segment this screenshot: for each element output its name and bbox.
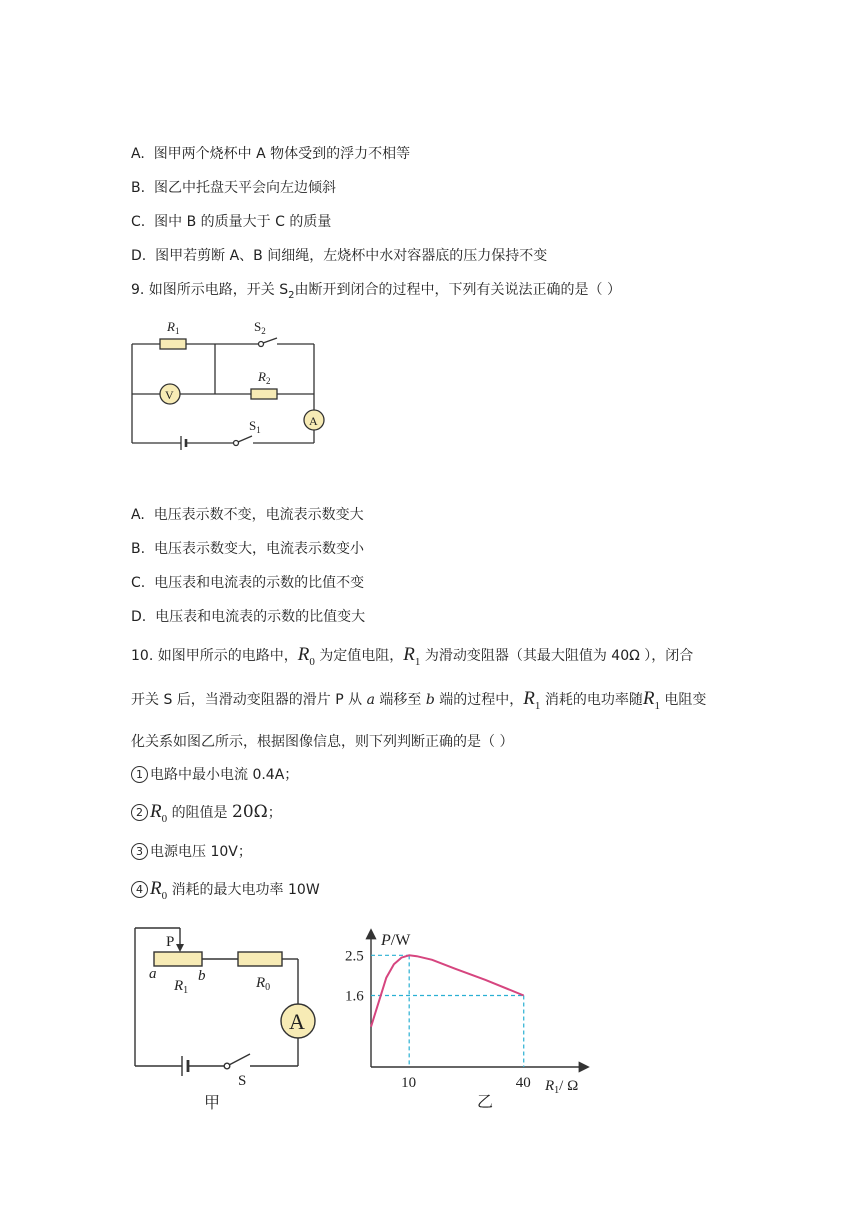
q10-ammeter-label: A [289,1009,305,1034]
q9-option-b: B. 电压表示数变大，电流表示数变小 [131,541,364,557]
q8-option-a: A. 图甲两个烧杯中 A 物体受到的浮力不相等 [131,146,411,162]
power-curve [371,955,524,1027]
q9-voltmeter-label: V [165,388,174,402]
q10-item-4: 4 $R_0$ 消耗的最大电功率 10W [131,880,320,905]
r1-symbol: $R_1$ [523,688,541,712]
q10-circuit-caption: 甲 [204,1095,221,1112]
q10-item-2: 2 $R_0$ 的阻值是 20Ω； [131,803,282,828]
r1-symbol: $R_1$ [403,644,421,668]
q10-item-3: 3 电源电压 10V； [131,843,252,861]
q9-option-c: C. 电压表和电流表的示数的比值不变 [131,575,365,591]
r0-symbol: $R_0$ [150,878,168,902]
q10-stem-line1: 10. 如图甲所示的电路中，$R_0$ 为定值电阻，$R_1$ 为滑动变阻器（其最大阻值为 40Ω ），闭合 [131,644,694,668]
r0-symbol: $R_0$ [297,644,315,668]
q8-option-d: D. 图甲若剪断 A、B 间细绳，左烧杯中水对容器底的压力保持不变 [131,248,548,264]
r1-symbol: $R_1$ [642,688,660,712]
q9-r1-label: $R_1$ [167,319,180,336]
q10-p-label: P [166,934,175,950]
q10-b-label: b [198,968,206,984]
q10-stem-line3: 化关系如图乙所示，根据图像信息，则下列判断正确的是（ ） [131,734,514,750]
q9-option-a: A. 电压表示数不变，电流表示数变大 [131,507,364,523]
q10-graph-caption: 乙 [477,1094,494,1111]
r0-symbol: $R_0$ [150,801,168,825]
q10-power-graph [335,925,595,1115]
q10-s-label: S [238,1073,247,1089]
q10-circuit-diagram [128,920,328,1115]
q9-stem: 9. 如图所示电路，开关 $S_2$由断开到闭合的过程中，下列有关说法正确的是（ ） [131,282,621,301]
q10-r1-label: $R_1$ [174,978,189,996]
q9-ammeter-label: A [309,414,318,428]
q9-option-d: D. 电压表和电流表的示数的比值变大 [131,609,366,625]
q10-item-1: 1 电路中最小电流 0.4A； [131,766,298,784]
q10-r0-label: $R_0$ [256,975,271,993]
q10-stem-line2: 开关 S 后，当滑动变阻器的滑片 P 从 a 端移至 b 端的过程中，$R_1$ 消耗的电功率随$R_1$ 电阻变 [131,688,707,712]
q8-option-b: B. 图乙中托盘天平会向左边倾斜 [131,180,336,196]
y-tick-label: 1.6 [345,988,364,1005]
x-tick-label: 10 [401,1075,417,1091]
q9-s2-label: $S_2$ [254,319,266,336]
y-axis-label: P/W [381,932,411,949]
x-axis-label: $R_1/$ Ω [545,1078,579,1096]
q8-option-c: C. 图中 B 的质量大于 C 的质量 [131,214,332,230]
y-tick-label: 2.5 [345,948,364,965]
x-tick-label: 40 [515,1075,531,1091]
q9-r2-label: $R_2$ [258,369,271,386]
q9-circuit-diagram [125,312,330,452]
q10-a-label: a [149,966,157,982]
q9-s1-label: $S_1$ [249,418,261,435]
